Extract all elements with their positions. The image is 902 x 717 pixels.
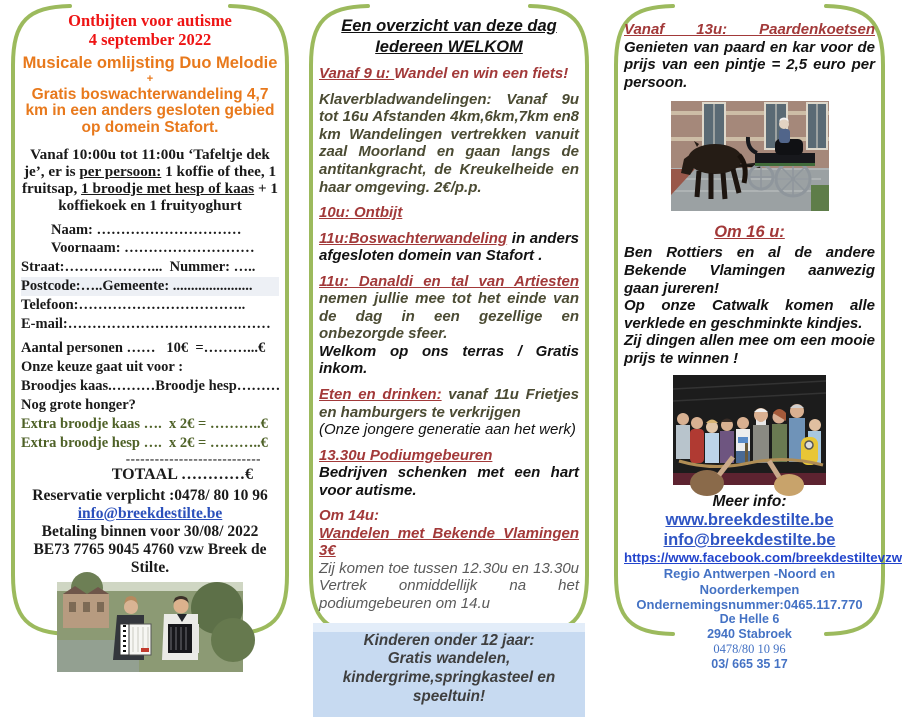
- regio-line: Regio Antwerpen -Noord en Noorderkempen: [663, 566, 836, 597]
- breakfast-run-2: 1 koffie of thee, 1 fruitsap,: [21, 163, 277, 198]
- music-line: Musicale omlijsting Duo Melodie: [22, 53, 278, 72]
- klaverblad-lead: Klaverbladwandelingen:: [319, 90, 492, 108]
- company-number-line: Ondernemingsnummer:0465.117.770: [636, 596, 863, 612]
- heading-wandelen-bv: Wandelen met Bekende Vlamingen 3€: [319, 524, 579, 560]
- overview-title-line1: Een overzicht van deze dag: [341, 17, 557, 35]
- form-field-naam: Naam: …………………………: [51, 221, 242, 238]
- event-date: 4 september 2022: [88, 29, 212, 49]
- text-9u: Wandel en win een fiets!: [394, 65, 569, 83]
- form-field-email: E-mail:……………………………………: [21, 315, 271, 332]
- plus-separator: +: [146, 72, 154, 85]
- section-klaverblad: [319, 91, 579, 196]
- phone-line1: 0478/80 10 96: [713, 641, 786, 656]
- order-extra-kaas: Extra broodje kaas …. x 2€ = ………..€: [21, 416, 268, 433]
- duo-melodie-photo: [57, 582, 243, 672]
- order-broodjes: Broodjes kaas.………Broodje hesp………: [21, 377, 281, 394]
- facebook-link[interactable]: https://www.facebook.com/breekdestiltevzw: [624, 550, 902, 566]
- middle-panel: [306, 3, 592, 705]
- text-11u-bos: in anders afgesloten domein van Stafort .: [319, 229, 579, 265]
- text-catwalk: Op onze Catwalk komen alle verklede en geschminkte kindjes.: [624, 297, 875, 332]
- breakfast-run-3: 1 broodje met hesp of kaas: [81, 180, 255, 198]
- text-eten: vanaf 11u Frietjes en hamburgers te verkrijgen: [319, 386, 579, 421]
- heading-9u: Vanaf 9 u:: [319, 65, 395, 83]
- text-om16-jury: Ben Rottiers en al de andere Bekende Vlamingen aanwezig gaan jureren!: [624, 244, 875, 297]
- form-field-postcode-gemeente: Postcode:…..Gemeente: ......................: [21, 277, 279, 296]
- payment-deadline: Betaling binnen voor 30/08/ 2022: [41, 522, 259, 540]
- website-row: [624, 511, 875, 530]
- email-link-right[interactable]: info@breekdestilte.be: [663, 530, 836, 549]
- order-honger: Nog grote honger?: [21, 397, 136, 414]
- free-walk-line: Gratis boswachterwandeling 4,7 km in een anders gesloten gebied op domein Stafort.: [25, 85, 275, 137]
- breakfast-run-1: per persoon:: [79, 163, 162, 181]
- section-10u: [319, 204, 579, 222]
- section-om14: [319, 507, 579, 612]
- address-line2: 2940 Stabroek: [707, 627, 792, 642]
- address-line1: De Helle 6: [719, 612, 780, 627]
- text-terras: Welkom op ons terras / Gratis inkom.: [319, 342, 579, 378]
- section-11u-danaldi: [319, 273, 579, 378]
- text-prijs: Zij dingen allen mee om een mooie prijs te winnen !: [624, 332, 875, 367]
- breakfast-run-0: Vanaf 10:00u tot 11:00u ‘Tafeltje dek je’, er is: [23, 145, 270, 181]
- text-1330: Bedrijven schenken met een hart voor autisme.: [319, 464, 579, 499]
- overview-title-line2: Iedereen WELKOM: [375, 37, 523, 56]
- order-extra-hesp: Extra broodje hesp …. x 2€ = ………..€: [21, 435, 268, 452]
- heading-13u-paardenkoetsen: Vanaf 13u: Paardenkoetsen: [624, 21, 875, 38]
- event-title-line1: Ontbijten voor autisme: [68, 11, 232, 30]
- klaverblad-body: Vanaf 9u tot 16u Afstanden 4km,6km,7km en8 km Wandelingen vertrekken vanuit zaal Moorland en gaan langs de antitankgracht, de Kreukelheide en haar omgeving. 2€/p.p.: [319, 90, 579, 196]
- order-aantal-personen: Aantal personen …… 10€ =………...€: [21, 339, 266, 356]
- heading-11u-bos: 11u:Boswachterwandeling: [319, 229, 508, 247]
- email-row: [624, 531, 875, 550]
- horse-carriage-photo: [671, 101, 829, 211]
- right-panel: [611, 3, 902, 671]
- heading-om16: Om 16 u:: [714, 223, 785, 242]
- text-11u-danaldi: nemen jullie mee tot het einde van de dag in een gezellige en onbezorgde sfeer.: [319, 290, 579, 343]
- kids-line1: Kinderen onder 12 jaar:: [363, 631, 535, 649]
- kids-line3: kindergrime,springkasteel en speeltuin!: [342, 668, 556, 705]
- day-overview-header: [319, 16, 579, 57]
- bank-account-line: BE73 7765 9045 4760 vzw Breek de Stilte.: [33, 540, 267, 576]
- section-podiumgebeuren: [319, 447, 579, 500]
- form-field-telefoon: Telefoon:……………………………..: [21, 297, 246, 313]
- text-eten-note: (Onze jongere generatie aan het werk): [319, 421, 576, 439]
- reservation-line: Reservatie verplicht :0478/ 80 10 96: [32, 487, 268, 505]
- event-title: [21, 12, 279, 50]
- phone-line2: 03/ 665 35 17: [711, 656, 788, 671]
- heading-om14: Om 14u:: [319, 507, 380, 525]
- kids-info-box: [313, 623, 585, 717]
- heading-10u-ontbijt: 10u: Ontbijt: [319, 204, 403, 222]
- catwalk-group-photo: [673, 375, 826, 485]
- total-line: TOTAAL …………€: [111, 466, 253, 484]
- order-section: [21, 339, 279, 454]
- registration-form: [21, 221, 279, 334]
- text-wandelen-bv: Zij komen toe tussen 12.30u en 13.30u Vertrek onmiddellijk na het podiumgebeuren om 14.u: [319, 559, 579, 613]
- breakfast-description: [21, 146, 279, 215]
- email-link[interactable]: info@breekdestilte.be: [77, 504, 223, 522]
- website-link[interactable]: www.breekdestilte.be: [665, 511, 834, 530]
- meer-info-heading: Meer info:: [712, 493, 787, 511]
- reservation-email-row: [21, 505, 279, 523]
- left-panel: [8, 3, 292, 637]
- total-divider: ----------------------------: [125, 451, 261, 467]
- section-paardenkoetsen: [624, 21, 875, 91]
- form-field-straat-nummer: Straat:………………... Nummer: …..: [21, 259, 256, 276]
- facebook-row: [624, 550, 902, 566]
- order-keuze: Onze keuze gaat uit voor :: [21, 358, 184, 375]
- text-13u-paardenkoetsen: Genieten van paard en kar voor de prijs van een pintje = 2,5 euro per persoon.: [624, 38, 875, 91]
- section-9u: [319, 65, 579, 83]
- section-11u-boswachterwandeling: [319, 230, 579, 265]
- breakfast-run-4: + 1 koffiekoek en 1 fruityoghurt: [58, 180, 279, 215]
- section-eten-drinken: [319, 386, 579, 439]
- heading-eten: Eten en drinken:: [319, 386, 442, 403]
- form-field-voornaam: Voornaam: ………………………: [51, 240, 255, 257]
- heading-1330: 13.30u Podiumgebeuren: [319, 446, 493, 464]
- kids-line2: Gratis wandelen,: [387, 650, 511, 668]
- heading-11u-danaldi: 11u: Danaldi en tal van Artiesten: [319, 272, 579, 290]
